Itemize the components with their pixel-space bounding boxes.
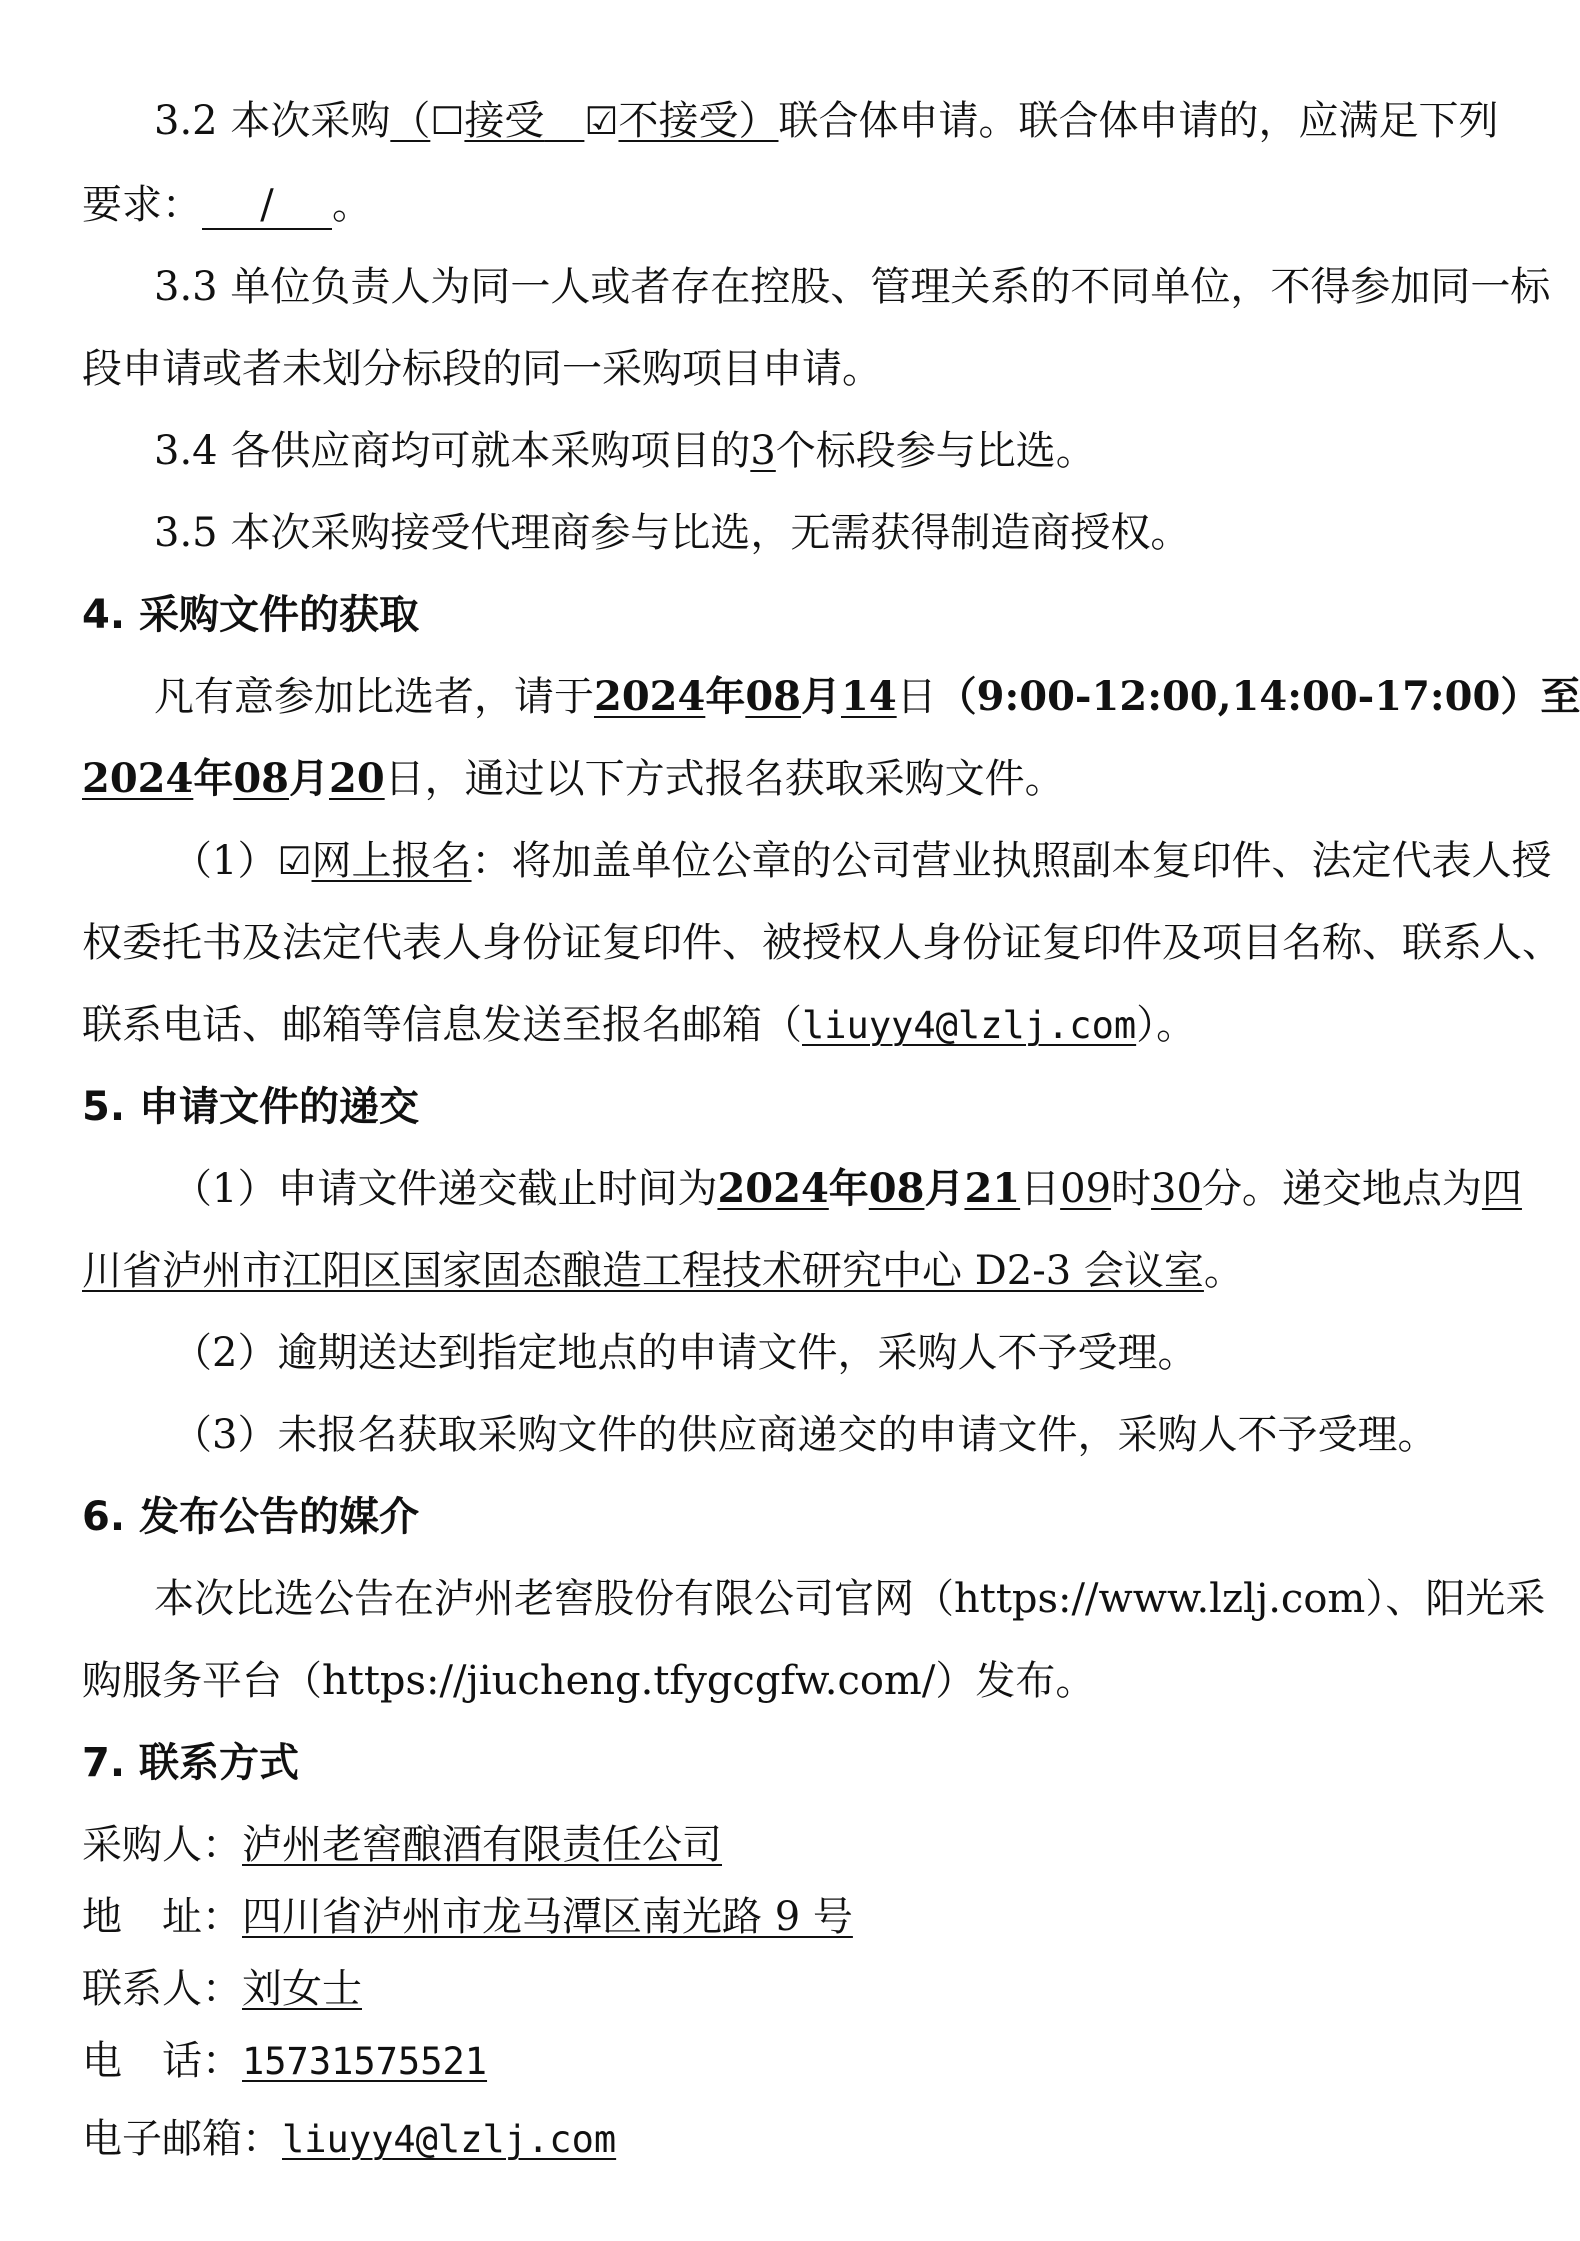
contact-phone: 电 话：15731575521: [82, 2038, 488, 2084]
clause-3-3-line2: 段申请或者未划分标段的同一采购项目申请。: [82, 346, 882, 392]
section-heading-6: 6. 发布公告的媒介: [82, 1494, 419, 1540]
section-6-line2: 购服务平台（https://jiucheng.tfygcgfw.com/）发布。: [82, 1658, 1096, 1704]
registration-email-link[interactable]: liuyy4@lzlj.com: [802, 1004, 1137, 1047]
contact-buyer: 采购人：泸州老窖酿酒有限责任公司: [82, 1822, 722, 1868]
reject-option: 不接受）: [618, 98, 779, 144]
clause-3-2-text: 3.2 本次采购: [154, 98, 391, 144]
clause-3-3-line1: 3.3 单位负责人为同一人或者存在控股、管理关系的不同单位，不得参加同一标: [154, 264, 1551, 310]
contact-person: 联系人：刘女士: [82, 1966, 362, 2012]
clause-3-2-line2: 要求： / 。: [82, 182, 372, 228]
online-registration-label: 网上报名: [311, 838, 472, 884]
section-heading-5: 5. 申请文件的递交: [82, 1084, 419, 1130]
section-count: 3: [750, 428, 776, 474]
consortium-options: （☐接受 ☑不接受）: [390, 98, 778, 144]
section-6-line1: 本次比选公告在泸州老窖股份有限公司官网（https://www.lzlj.com）、阳光采: [154, 1576, 1546, 1622]
section-4-line1: 凡有意参加比选者，请于2024年08月14日（9:00-12:00,14:00-17:00）至: [154, 673, 1580, 720]
section-heading-7: 7. 联系方式: [82, 1740, 299, 1786]
section-5-line1: （1）申请文件递交截止时间为2024年08月21日09时30分。递交地点为四: [172, 1165, 1522, 1212]
clause-3-5: 3.5 本次采购接受代理商参与比选，无需获得制造商授权。: [154, 510, 1191, 556]
section-heading-4: 4. 采购文件的获取: [82, 592, 419, 638]
checked-box-icon: ☑: [277, 839, 312, 883]
accept-option: 接受: [464, 98, 545, 144]
section-5-item3: （3）未报名获取采购文件的供应商递交的申请文件，采购人不予受理。: [172, 1412, 1438, 1458]
clause-3-4: 3.4 各供应商均可就本采购项目的3个标段参与比选。: [154, 428, 1096, 474]
contact-address: 地 址：四川省泸州市龙马潭区南光路 9 号: [82, 1894, 853, 1940]
requirement-blank: /: [202, 182, 332, 230]
section-4-online-line1: （1）☑网上报名：将加盖单位公章的公司营业执照副本复印件、法定代表人授: [172, 832, 1442, 890]
section-4-online-line3: 联系电话、邮箱等信息发送至报名邮箱（liuyy4@lzlj.com）。: [82, 1002, 1197, 1048]
section-4-line2: 2024年08月20日，通过以下方式报名获取采购文件。: [82, 755, 1065, 802]
contact-email: 电子邮箱：liuyy4@lzlj.com: [82, 2116, 617, 2162]
unchecked-box-icon: ☐: [430, 99, 465, 143]
clause-3-2-line1: 3.2 本次采购（☐接受 ☑不接受）联合体申请。联合体申请的，应满足下列: [154, 92, 1424, 150]
contact-email-link[interactable]: liuyy4@lzlj.com: [282, 2118, 617, 2161]
submission-location: 川省泸州市江阳区国家固态酿造工程技术研究中心 D2-3 会议室: [82, 1248, 1204, 1294]
section-5-item2: （2）逾期送达到指定地点的申请文件，采购人不予受理。: [172, 1330, 1198, 1376]
section-4-online-line2: 权委托书及法定代表人身份证复印件、被授权人身份证复印件及项目名称、联系人、: [82, 920, 1562, 966]
checked-box-icon: ☑: [584, 99, 619, 143]
section-5-line2: 川省泸州市江阳区国家固态酿造工程技术研究中心 D2-3 会议室。: [82, 1248, 1244, 1294]
